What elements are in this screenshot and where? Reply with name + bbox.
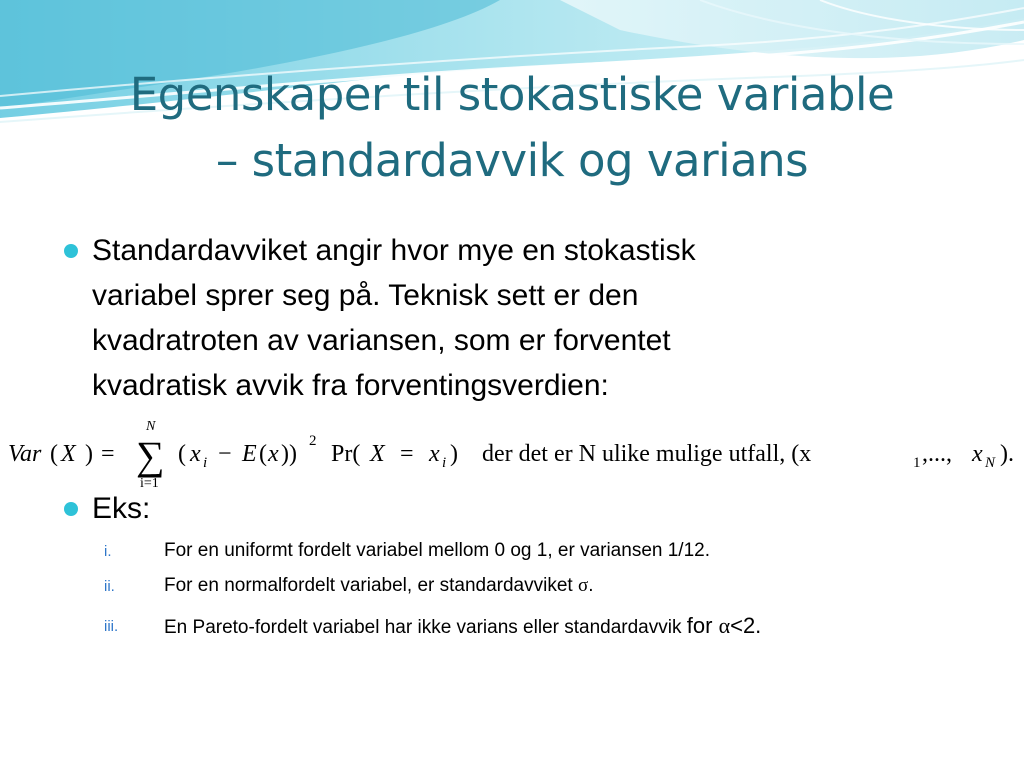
list-number: i. bbox=[104, 543, 112, 560]
list-item-tail: for bbox=[686, 613, 719, 638]
svg-text:Var: Var bbox=[8, 441, 42, 467]
sigma-symbol: σ bbox=[577, 575, 589, 596]
svg-text:N: N bbox=[985, 455, 996, 471]
bullet-standard-deviation bbox=[64, 228, 964, 408]
title-line-2: – standardavvik og varians bbox=[215, 134, 809, 187]
svg-text:E: E bbox=[242, 441, 257, 467]
list-item bbox=[104, 574, 984, 602]
svg-text:)): )) bbox=[281, 441, 297, 467]
bullet-line: variabel sprer seg på. Teknisk sett er den bbox=[92, 279, 639, 312]
svg-text:x: x bbox=[190, 441, 201, 467]
svg-text:i: i bbox=[442, 455, 447, 471]
list-item-body bbox=[164, 614, 761, 640]
list-item-text: En Pareto-fordelt variabel har ikke varians eller standardavvik bbox=[164, 617, 687, 638]
svg-text:X: X bbox=[61, 441, 76, 467]
variance-formula bbox=[6, 414, 1021, 488]
formula-tail: der det er N ulike mulige utfall, (x bbox=[482, 441, 812, 467]
svg-text:x: x bbox=[268, 441, 279, 467]
list-item-suffix: . bbox=[588, 575, 594, 596]
bullet-dot-icon bbox=[64, 502, 78, 516]
svg-text:): ) bbox=[85, 441, 93, 467]
list-item-body bbox=[164, 574, 594, 598]
svg-text:=: = bbox=[101, 441, 115, 467]
bullet-line: kvadratisk avvik fra forventingsverdien: bbox=[92, 369, 609, 402]
sigma-symbol: ∑ bbox=[136, 433, 165, 478]
svg-text:).: ). bbox=[1000, 441, 1014, 467]
title-line-1: Egenskaper til stokastiske variable bbox=[129, 68, 895, 121]
svg-text:,...,: ,..., bbox=[922, 441, 952, 467]
list-number: ii. bbox=[104, 578, 115, 595]
bullet-line: Standardavviket angir hvor mye en stokastisk bbox=[92, 234, 696, 267]
svg-text:=: = bbox=[400, 441, 414, 467]
list-item bbox=[104, 539, 984, 567]
svg-text:x: x bbox=[429, 441, 440, 467]
svg-text:−: − bbox=[218, 441, 232, 467]
alpha-symbol: α bbox=[718, 613, 731, 638]
list-item-text: For en uniformt fordelt variabel mellom 0 og 1, er variansen 1/12. bbox=[164, 540, 710, 561]
svg-text:2: 2 bbox=[309, 433, 317, 449]
variance-formula-graphic bbox=[6, 414, 1021, 488]
svg-text:Pr(: Pr( bbox=[331, 441, 361, 467]
bullet-text: Eks: bbox=[92, 492, 151, 525]
sum-lower-limit: i=1 bbox=[140, 476, 159, 488]
bullet-line: kvadratroten av variansen, som er forventet bbox=[92, 324, 671, 357]
bullet-text bbox=[92, 228, 696, 408]
list-item-text: For en normalfordelt variabel, er standardavviket bbox=[164, 575, 578, 596]
sum-upper-limit: N bbox=[146, 419, 156, 434]
list-number: iii. bbox=[104, 618, 119, 635]
bullet-dot-icon bbox=[64, 244, 78, 258]
svg-text:i: i bbox=[203, 455, 208, 471]
bullet-examples bbox=[64, 486, 964, 531]
svg-text:(: ( bbox=[178, 441, 186, 467]
svg-text:X: X bbox=[370, 441, 385, 467]
svg-text:(: ( bbox=[259, 441, 267, 467]
slide-title bbox=[40, 62, 984, 194]
svg-text:x: x bbox=[972, 441, 983, 467]
svg-text:): ) bbox=[450, 441, 458, 467]
svg-text:1: 1 bbox=[913, 455, 921, 471]
list-item bbox=[104, 614, 984, 644]
list-item-suffix: <2. bbox=[730, 613, 762, 638]
svg-text:(: ( bbox=[50, 441, 58, 467]
